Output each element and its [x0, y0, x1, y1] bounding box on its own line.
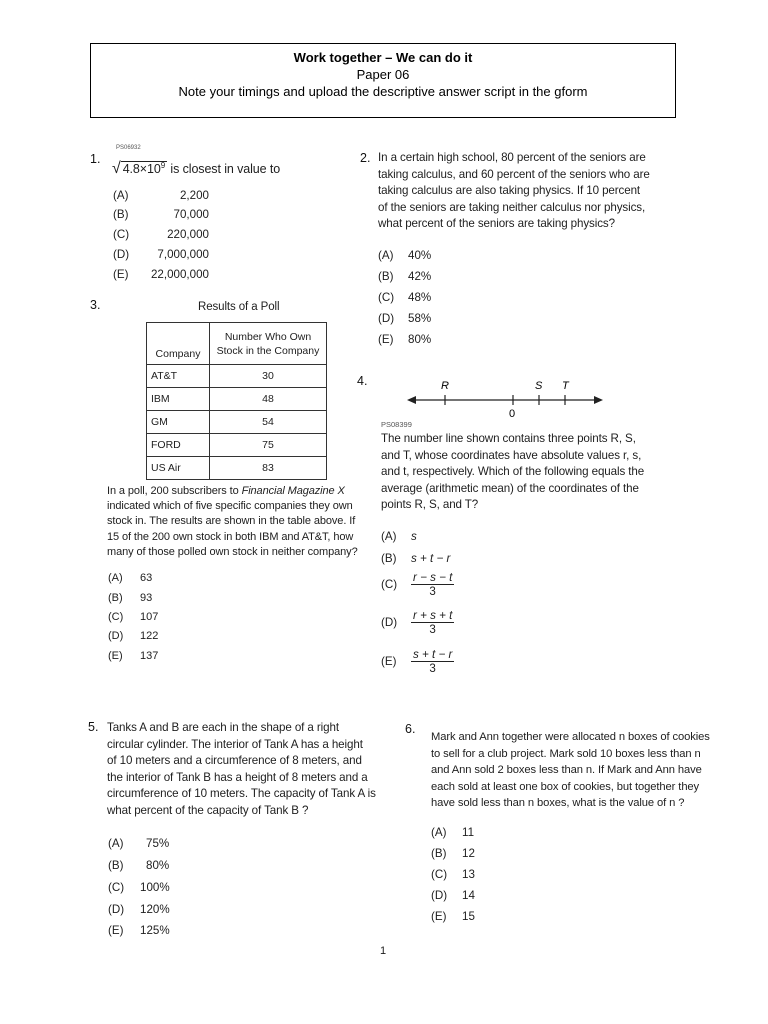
page-number: 1 — [380, 945, 387, 957]
option-b[interactable]: (B) 93 — [108, 592, 153, 604]
question-number: 6. — [405, 722, 416, 736]
option-b[interactable]: (B) 42% — [378, 270, 432, 283]
question-number: 1. — [90, 152, 101, 166]
table-title: Results of a Poll — [198, 301, 280, 313]
option-c[interactable]: (C) 48% — [378, 291, 432, 304]
option-e[interactable]: (E) 22,000,000 — [113, 268, 209, 281]
option-a[interactable]: (A) 40% — [378, 249, 432, 262]
question-text: The number line shown contains three points R, S, and T, whose coordinates have absolute values r, s, and t, respectively. Which of the following equals the average (arithmetic mean) of the coordinates of the points R, S, and T? — [381, 432, 645, 512]
option-d[interactable]: (D) 122 — [108, 630, 159, 642]
table-row: AT&T 30 — [147, 365, 327, 388]
column-header-company: Company — [147, 323, 210, 365]
option-e[interactable]: (E) 15 — [431, 910, 475, 923]
header-box — [90, 43, 676, 118]
option-a[interactable]: (A) 75% — [108, 837, 170, 850]
option-c[interactable]: (C) 100% — [108, 881, 170, 894]
question-number: 3. — [90, 298, 101, 312]
option-a[interactable]: (A) s — [381, 530, 417, 543]
option-b[interactable]: (B) s + t − r — [381, 552, 451, 565]
number-line-figure — [405, 374, 605, 420]
question-code: PS06932 — [116, 145, 141, 151]
label-t: T — [562, 380, 569, 392]
question-text: In a certain high school, 80 percent of the seniors are taking calculus, and 60 percent of the seniors who are taking calculus are also taking physics. If 10 percent of the seniors are taking neither calculus nor physics, what percent of the seniors are taking physics? — [378, 151, 650, 231]
paper-number: Paper 06 — [356, 67, 410, 82]
question-text: is closest in value to — [170, 162, 281, 177]
option-e[interactable]: (E) 137 — [108, 650, 159, 662]
poll-table-container — [146, 322, 327, 480]
right-arrow-icon — [594, 396, 603, 404]
question-number: 2. — [360, 151, 371, 165]
question-number: 4. — [357, 374, 368, 388]
option-e[interactable]: (E) 125% — [108, 924, 170, 937]
sqrt-symbol: √ — [112, 160, 121, 178]
option-a[interactable]: (A) 11 — [431, 826, 475, 839]
option-d[interactable]: (D) 7,000,000 — [113, 248, 209, 261]
question-text: In a poll, 200 subscribers to Financial Magazine X indicated which of five specific companies they own stock in. The results are shown in the table above. If 15 of the 200 own stock in both IBM and AT&T, how many of those polled own stock in neither company? — [107, 485, 358, 558]
option-b[interactable]: (B) 70,000 — [113, 208, 209, 221]
option-d[interactable]: (D) 120% — [108, 903, 170, 916]
poll-table — [146, 322, 327, 480]
left-arrow-icon — [407, 396, 416, 404]
question-text: Mark and Ann together were allocated n boxes of cookies to sell for a club project. Mark sold 10 boxes less than n and Ann sold 2 boxes less than n. If Mark and Ann have each sold at least one box of cookies, but together they have sold less than n boxes, what is the value of n ? — [431, 731, 710, 810]
option-c[interactable]: (C) $\frac{r - s - t}{3}$ — [381, 571, 453, 598]
option-c[interactable]: (C) 107 — [108, 611, 159, 623]
option-c[interactable]: (C) 13 — [431, 868, 475, 881]
question-stem — [112, 158, 280, 178]
option-b[interactable]: (B) 80% — [108, 859, 170, 872]
table-row: IBM 48 — [147, 388, 327, 411]
label-r: R — [441, 380, 449, 392]
option-b[interactable]: (B) 12 — [431, 847, 475, 860]
option-e[interactable]: (E) $\frac{s + t - r}{3}$ — [381, 648, 453, 675]
label-s: S — [535, 380, 543, 392]
option-d[interactable]: (D) 58% — [378, 312, 432, 325]
option-e[interactable]: (E) 80% — [378, 333, 432, 346]
question-code: PS08399 — [381, 420, 412, 429]
question-text: Tanks A and B are each in the shape of a right circular cylinder. The interior of Tank A has a height of 10 meters and a circumference of 8 meters, and the interior of Tank B has a height of 8 meters and a circumference of 10 meters. The capacity of Tank A is what percent of the capacity of Tank B ? — [107, 721, 376, 817]
option-a[interactable]: (A) 2,200 — [113, 189, 209, 202]
table-row: GM 54 — [147, 411, 327, 434]
table-row: US Air 83 — [147, 457, 327, 480]
option-d[interactable]: (D) $\frac{r + s + t}{3}$ — [381, 609, 453, 636]
table-row: FORD 75 — [147, 434, 327, 457]
instructions-note: Note your timings and upload the descriptive answer script in the gform — [178, 84, 588, 99]
label-zero: 0 — [509, 408, 516, 420]
option-a[interactable]: (A) 63 — [108, 572, 153, 584]
paper-heading: Work together – We can do it — [293, 50, 473, 65]
question-number: 5. — [88, 720, 99, 734]
column-header-count: Number Who Own Stock in the Company — [210, 323, 327, 365]
sqrt-radicand: $4.8\times 10^9$ — [122, 161, 166, 177]
option-c[interactable]: (C) 220,000 — [113, 228, 209, 241]
option-d[interactable]: (D) 14 — [431, 889, 475, 902]
